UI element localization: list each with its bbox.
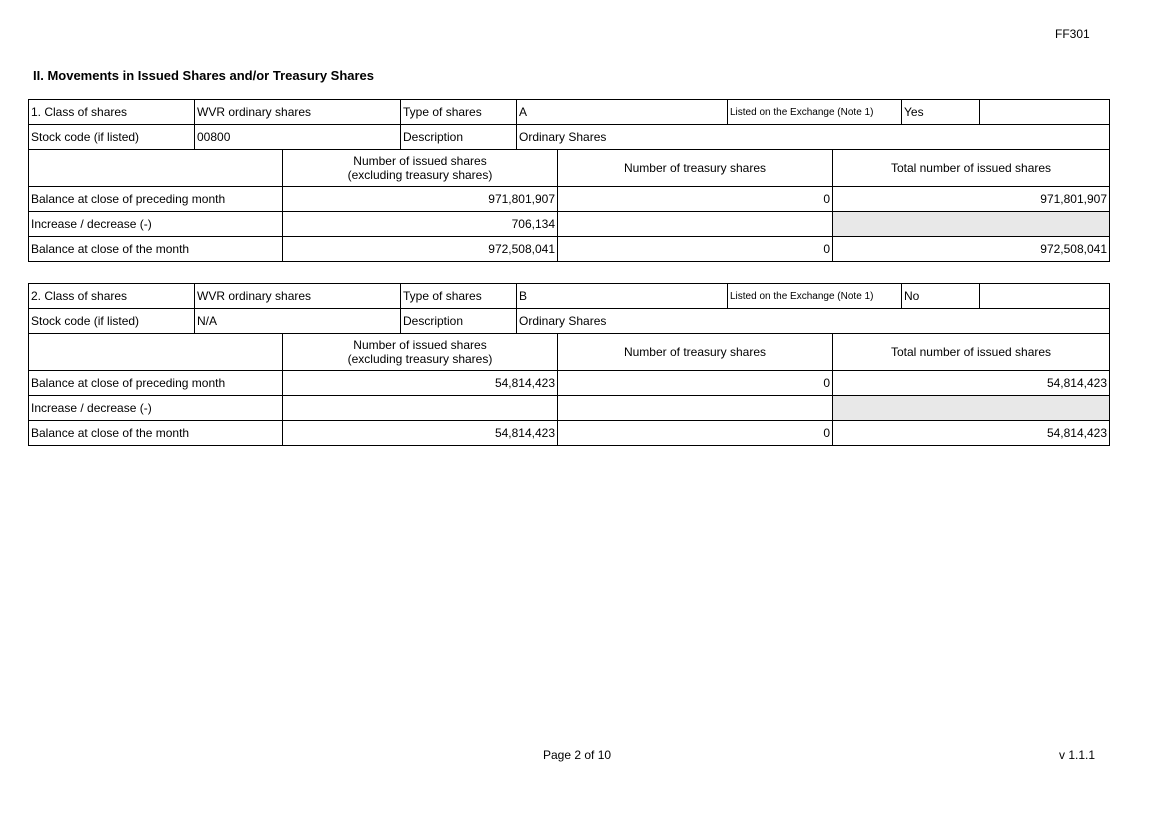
issued-value: [283, 396, 558, 421]
stock-code-value: 00800: [195, 125, 401, 150]
stock-code-label: Stock code (if listed): [29, 125, 195, 150]
total-value: 972,508,041: [833, 237, 1110, 262]
col-total-header: Total number of issued shares: [833, 334, 1110, 371]
share-class-block-1: [28, 99, 1109, 262]
form-code: FF301: [1055, 27, 1090, 41]
listed-value: No: [902, 284, 980, 309]
row-label: Balance at close of the month: [29, 421, 283, 446]
blank-cell: [980, 100, 1110, 125]
row-label: Balance at close of preceding month: [29, 371, 283, 396]
treasury-value: 0: [558, 371, 833, 396]
share-movement-table-2: [28, 334, 1110, 446]
table-row: [29, 421, 1110, 446]
col-issued-header: [283, 334, 558, 371]
table-row: [29, 187, 1110, 212]
col-issued-line2: (excluding treasury shares): [347, 352, 493, 366]
listed-label: Listed on the Exchange (Note 1): [728, 284, 902, 309]
row-label: Balance at close of preceding month: [29, 187, 283, 212]
description-label: Description: [401, 309, 517, 334]
issued-value: 54,814,423: [283, 421, 558, 446]
treasury-value: 0: [558, 421, 833, 446]
section-title: II. Movements in Issued Shares and/or Treasury Shares: [33, 68, 375, 83]
table-row: [29, 212, 1110, 237]
col-treasury-header: Number of treasury shares: [558, 150, 833, 187]
page-number: Page 2 of 10: [543, 748, 612, 762]
blank-cell: [980, 284, 1110, 309]
treasury-value: 0: [558, 237, 833, 262]
type-value: B: [517, 284, 728, 309]
total-value: 971,801,907: [833, 187, 1110, 212]
share-class-block-2: [28, 283, 1109, 446]
share-movement-table-1: [28, 150, 1110, 262]
col-issued-line1: Number of issued shares: [353, 338, 487, 352]
table-row: [29, 396, 1110, 421]
col-treasury-header: Number of treasury shares: [558, 334, 833, 371]
type-label: Type of shares: [401, 284, 517, 309]
type-label: Type of shares: [401, 100, 517, 125]
class-value: WVR ordinary shares: [195, 284, 401, 309]
row-label: Increase / decrease (-): [29, 212, 283, 237]
treasury-value: [558, 396, 833, 421]
col-issued-line1: Number of issued shares: [353, 154, 487, 168]
col-issued-line2: (excluding treasury shares): [347, 168, 493, 182]
issued-value: 706,134: [283, 212, 558, 237]
description-label: Description: [401, 125, 517, 150]
col-total-header: Total number of issued shares: [833, 150, 1110, 187]
row-label: Balance at close of the month: [29, 237, 283, 262]
share-class-info-table-2: [28, 283, 1110, 334]
header-blank: [29, 334, 283, 371]
table-row: [29, 371, 1110, 396]
stock-code-value: N/A: [195, 309, 401, 334]
total-value-disabled: [833, 396, 1110, 421]
class-value: WVR ordinary shares: [195, 100, 401, 125]
listed-label: Listed on the Exchange (Note 1): [728, 100, 902, 125]
class-label: 1. Class of shares: [29, 100, 195, 125]
col-issued-header: [283, 150, 558, 187]
type-value: A: [517, 100, 728, 125]
version-label: v 1.1.1: [1059, 748, 1096, 762]
header-blank: [29, 150, 283, 187]
issued-value: 972,508,041: [283, 237, 558, 262]
description-value: Ordinary Shares: [517, 309, 1110, 334]
row-label: Increase / decrease (-): [29, 396, 283, 421]
description-value: Ordinary Shares: [517, 125, 1110, 150]
total-value: 54,814,423: [833, 421, 1110, 446]
total-value: 54,814,423: [833, 371, 1110, 396]
listed-value: Yes: [902, 100, 980, 125]
issued-value: 54,814,423: [283, 371, 558, 396]
class-label: 2. Class of shares: [29, 284, 195, 309]
treasury-value: 0: [558, 187, 833, 212]
share-class-info-table-1: [28, 99, 1110, 150]
total-value-disabled: [833, 212, 1110, 237]
stock-code-label: Stock code (if listed): [29, 309, 195, 334]
treasury-value: [558, 212, 833, 237]
table-row: [29, 237, 1110, 262]
issued-value: 971,801,907: [283, 187, 558, 212]
